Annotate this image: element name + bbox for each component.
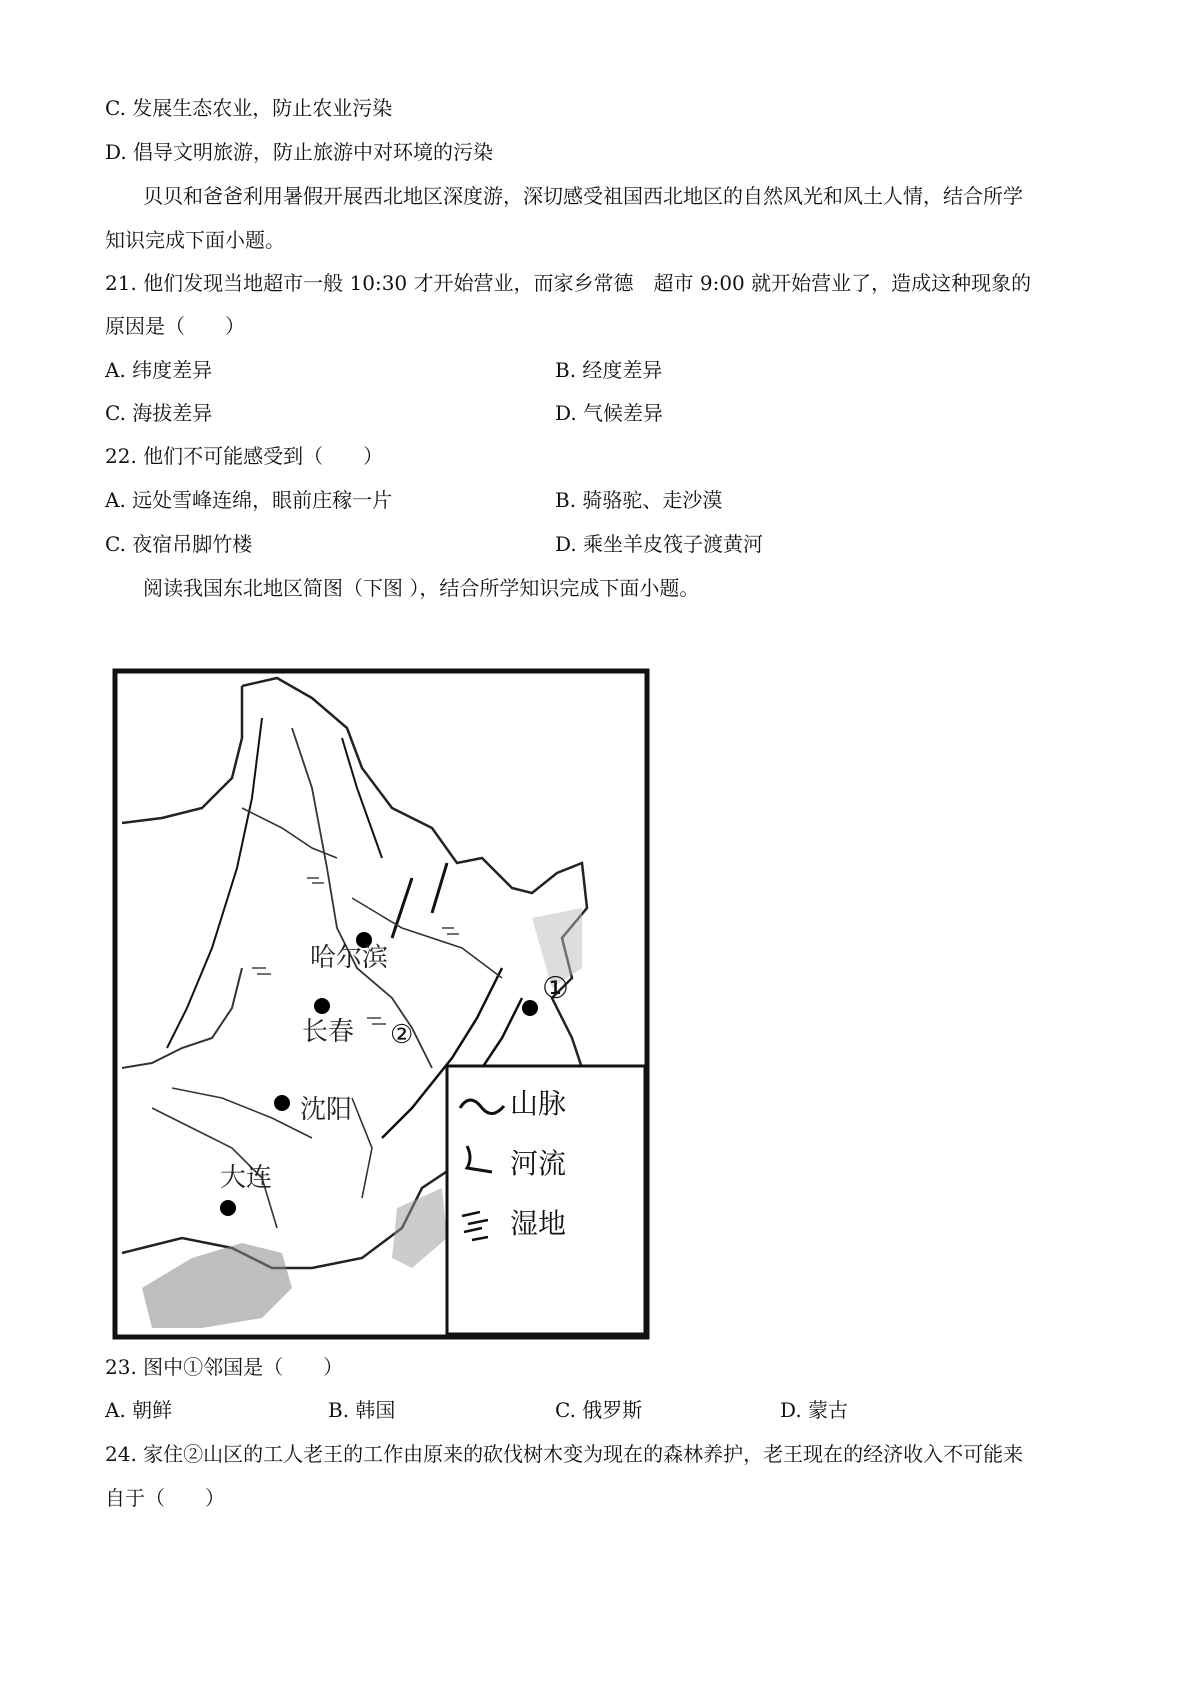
- question-21: 21. 他们发现当地超市一般 10:30 才开始营业，而家乡常德 超市 9:00 就开始营业了，造成这种现象的: [105, 271, 1032, 295]
- option-c-q21: C. 海拔差异: [105, 401, 213, 425]
- question-24-cont: 自于（ ）: [105, 1486, 225, 1510]
- question-21-cont: 原因是（ ）: [105, 314, 245, 338]
- intro-paragraph-2: 阅读我国东北地区简图（下图 ），结合所学知识完成下面小题。: [143, 576, 700, 600]
- intro-paragraph-1-cont: 知识完成下面小题。: [105, 228, 285, 252]
- option-b-q23: B. 韩国: [328, 1398, 396, 1422]
- option-c-q23: C. 俄罗斯: [555, 1398, 643, 1422]
- city-dot-shenyang: [274, 1095, 290, 1111]
- northeast-china-map: [112, 668, 650, 1340]
- city-label-dalian: 大连: [220, 1163, 273, 1193]
- question-24: 24. 家住②山区的工人老王的工作由原来的砍伐树木变为现在的森林养护，老王现在的经济收入不可能来: [105, 1442, 1024, 1466]
- legend-river: 河流: [510, 1147, 567, 1180]
- option-d-q23: D. 蒙古: [780, 1398, 849, 1422]
- option-d-q22: D. 乘坐羊皮筏子渡黄河: [555, 532, 764, 556]
- option-d-q20: D. 倡导文明旅游，防止旅游中对环境的污染: [105, 140, 494, 164]
- option-b-q21: B. 经度差异: [555, 358, 663, 382]
- city-dot-changchun: [314, 998, 330, 1014]
- option-a-q23: A. 朝鲜: [105, 1398, 173, 1422]
- marker-1: ①: [542, 971, 569, 1006]
- marker-dot-1: [522, 1000, 538, 1016]
- option-b-q22: B. 骑骆驼、走沙漠: [555, 488, 723, 512]
- question-22: 22. 他们不可能感受到（ ）: [105, 444, 384, 468]
- city-label-harbin: 哈尔滨: [310, 943, 389, 973]
- city-label-shenyang: 沈阳: [300, 1095, 353, 1125]
- option-c-q22: C. 夜宿吊脚竹楼: [105, 532, 253, 556]
- option-d-q21: D. 气候差异: [555, 401, 664, 425]
- legend-wetland: 湿地: [510, 1207, 567, 1240]
- option-a-q22: A. 远处雪峰连绵，眼前庄稼一片: [105, 488, 393, 512]
- legend-mountain: 山脉: [510, 1087, 567, 1120]
- option-c-q20: C. 发展生态农业，防止农业污染: [105, 96, 393, 120]
- intro-paragraph-1: 贝贝和爸爸利用暑假开展西北地区深度游，深切感受祖国西北地区的自然风光和风土人情，结合所学: [143, 184, 1023, 208]
- city-label-changchun: 长春: [302, 1017, 355, 1047]
- marker-2: ②: [390, 1020, 414, 1050]
- question-23: 23. 图中①邻国是（ ）: [105, 1355, 344, 1379]
- city-dot-dalian: [220, 1200, 236, 1216]
- option-a-q21: A. 纬度差异: [105, 358, 213, 382]
